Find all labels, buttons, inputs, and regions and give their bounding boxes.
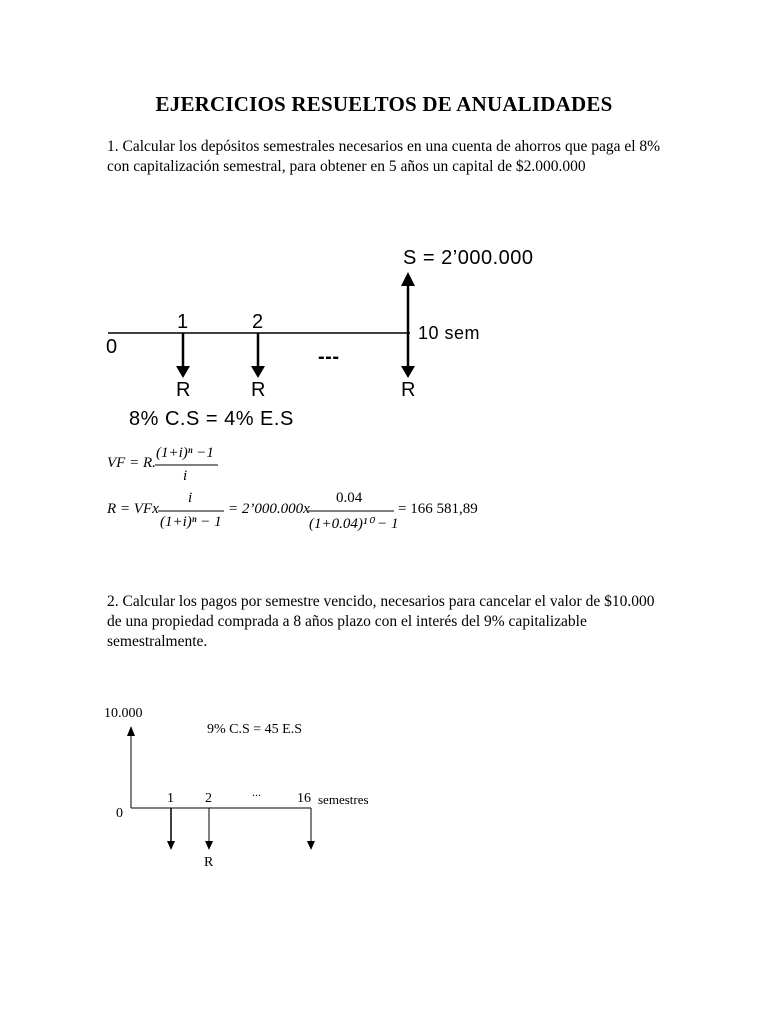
last-period-label: 16 bbox=[297, 791, 311, 806]
rate-label-2: 9% C.S = 45 E.S bbox=[207, 722, 303, 737]
period2-label-1: 1 bbox=[167, 791, 174, 806]
exercise-2-statement: 2. Calcular los pagos por semestre vencido, necesarios para cancelar el valor de $10.000 de una propiedad comprada a 8 años plazo con el interés del 9% capitalizable semestralmente. bbox=[107, 593, 655, 650]
payment-label-2: R bbox=[251, 379, 266, 401]
r-frac2-denominator: (1+0.04)¹⁰ − 1 bbox=[309, 516, 399, 532]
vf-denominator: i bbox=[183, 468, 188, 484]
last-period-unit: semestres bbox=[318, 792, 369, 807]
page-title: EJERCICIOS RESUELTOS DE ANUALIDADES bbox=[155, 92, 613, 116]
end-period-label: 10 sem bbox=[418, 323, 481, 343]
start-label-2: 0 bbox=[116, 806, 123, 821]
period2-label-2: 2 bbox=[205, 791, 212, 806]
r-frac1-denominator: (1+i)ⁿ − 1 bbox=[160, 514, 222, 530]
r-frac2-numerator: 0.04 bbox=[336, 490, 363, 506]
period-label-1: 1 bbox=[177, 311, 189, 333]
payment-label-1: R bbox=[176, 379, 191, 401]
r-formula-lhs: R = VFx bbox=[107, 501, 159, 517]
ellipsis-2: ... bbox=[252, 785, 261, 799]
present-value-label: 10.000 bbox=[104, 706, 143, 721]
vf-formula-lhs: VF = R. bbox=[107, 455, 156, 471]
period-label-2: 2 bbox=[252, 311, 264, 333]
final-value-arrowhead bbox=[401, 272, 415, 286]
r-frac1-numerator: i bbox=[188, 490, 193, 506]
payment2-label: R bbox=[204, 855, 214, 870]
start-label: 0 bbox=[106, 336, 118, 358]
vf-numerator: (1+i)ⁿ −1 bbox=[156, 445, 214, 461]
payment-label-n: R bbox=[401, 379, 416, 401]
rate-label: 8% C.S = 4% E.S bbox=[129, 408, 294, 430]
ellipsis: --- bbox=[318, 346, 340, 368]
final-value-label: S = 2’000.000 bbox=[403, 247, 534, 269]
r-result: = 166 581,89 bbox=[398, 501, 478, 517]
r-mid-value: = 2’000.000x bbox=[228, 501, 310, 517]
exercise-1-statement: 1. Calcular los depósitos semestrales necesarios en una cuenta de ahorros que paga el 8% con capitalización semestral, para obtener en 5 años un capital de $2.000.000 bbox=[107, 138, 661, 175]
